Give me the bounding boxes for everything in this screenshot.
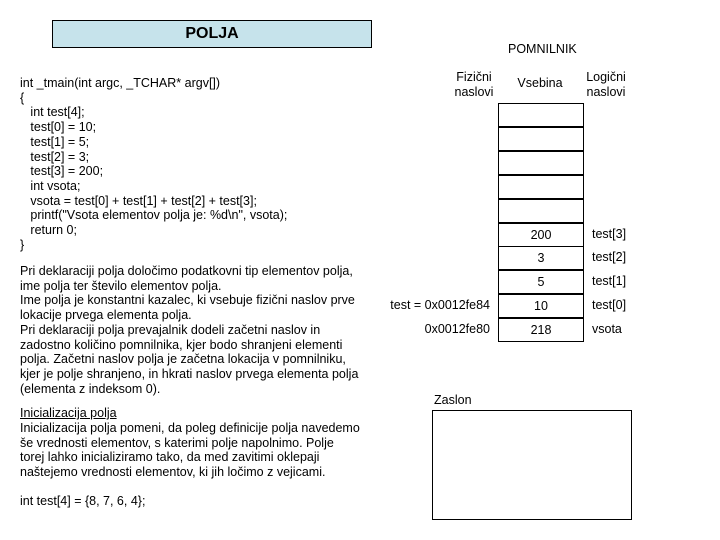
code-line: } <box>20 237 25 252</box>
code-line: int _tmain(int argc, _TCHAR* argv[]) <box>20 76 221 90</box>
screen-box <box>432 410 632 520</box>
code-line: printf("Vsota elementov polja je: %d\n", vsota); <box>20 208 288 223</box>
code-line: test[1] = 5; <box>20 134 90 149</box>
logical-address-label: test[1] <box>592 274 627 289</box>
code-line: int test[4]; <box>20 105 85 120</box>
page-title: POLJA <box>185 25 239 42</box>
memory-cell <box>498 199 584 223</box>
column-contents: Vsebina <box>517 76 563 90</box>
paragraph-declaration: Pri deklaraciji polja določimo podatkovni tip elementov polja, ime polja ter število elementov polja. Ime polja je konstantni kazalec, ki vsebuje fizični naslov prve lokacije prvega elementa polja. Pri deklaraciji polja prevajalnik dodeli začetni naslov in zadostno količino pomnilnika, kjer bodo shranjeni elementi polja. Začetni naslov polja je začetna lokacija v pomnilniku, kjer je polje shranjeno, in hkrati naslov prvega elementa polja (elementa z indeksom 0). <box>20 264 359 396</box>
code-line: return 0; <box>20 223 77 238</box>
code-line: vsota = test[0] + test[1] + test[2] + test[3]; <box>20 193 257 208</box>
column-physical-addresses: Fizični naslovi <box>454 70 494 99</box>
code-line: test[0] = 10; <box>20 120 97 135</box>
memory-cell: 218 <box>498 318 584 342</box>
code-line: test[3] = 200; <box>20 164 104 179</box>
column-logical-addresses: Logični naslovi <box>586 70 626 99</box>
code-block <box>20 76 400 252</box>
logical-address-label: vsota <box>592 322 622 337</box>
physical-address-label: 0x0012fe80 <box>424 322 490 337</box>
memory-cell: 3 <box>498 246 584 270</box>
title-box <box>52 20 372 48</box>
init-heading: Inicializacija polja <box>20 406 117 420</box>
code-line: { <box>20 90 25 105</box>
physical-address-label: test = 0x0012fe84 <box>390 298 490 313</box>
screen-label: Zaslon <box>434 393 472 407</box>
init-code: int test[4] = {8, 7, 6, 4}; <box>20 494 146 508</box>
memory-cell <box>498 103 584 127</box>
memory-cell <box>498 127 584 151</box>
memory-cell: 5 <box>498 270 584 294</box>
paragraph-initialization: Inicializacija polja pomeni, da poleg definicije polja navedemo še vrednosti elementov, s katerimi polje napolnimo. Polje torej lahko inicializiramo tako, da med zavitimi oklepaji naštejemo vrednosti elementov, ki jih ločimo z vejicami. <box>20 421 360 480</box>
memory-cell: 200 <box>498 223 584 247</box>
code-line: test[2] = 3; <box>20 149 90 164</box>
logical-address-label: test[3] <box>592 226 627 241</box>
memory-heading: POMNILNIK <box>508 42 577 56</box>
logical-address-label: test[0] <box>592 298 627 313</box>
memory-cell <box>498 175 584 199</box>
code-line: int vsota; <box>20 178 81 193</box>
memory-cell: 10 <box>498 294 584 318</box>
memory-cell <box>498 151 584 175</box>
logical-address-label: test[2] <box>592 250 627 265</box>
